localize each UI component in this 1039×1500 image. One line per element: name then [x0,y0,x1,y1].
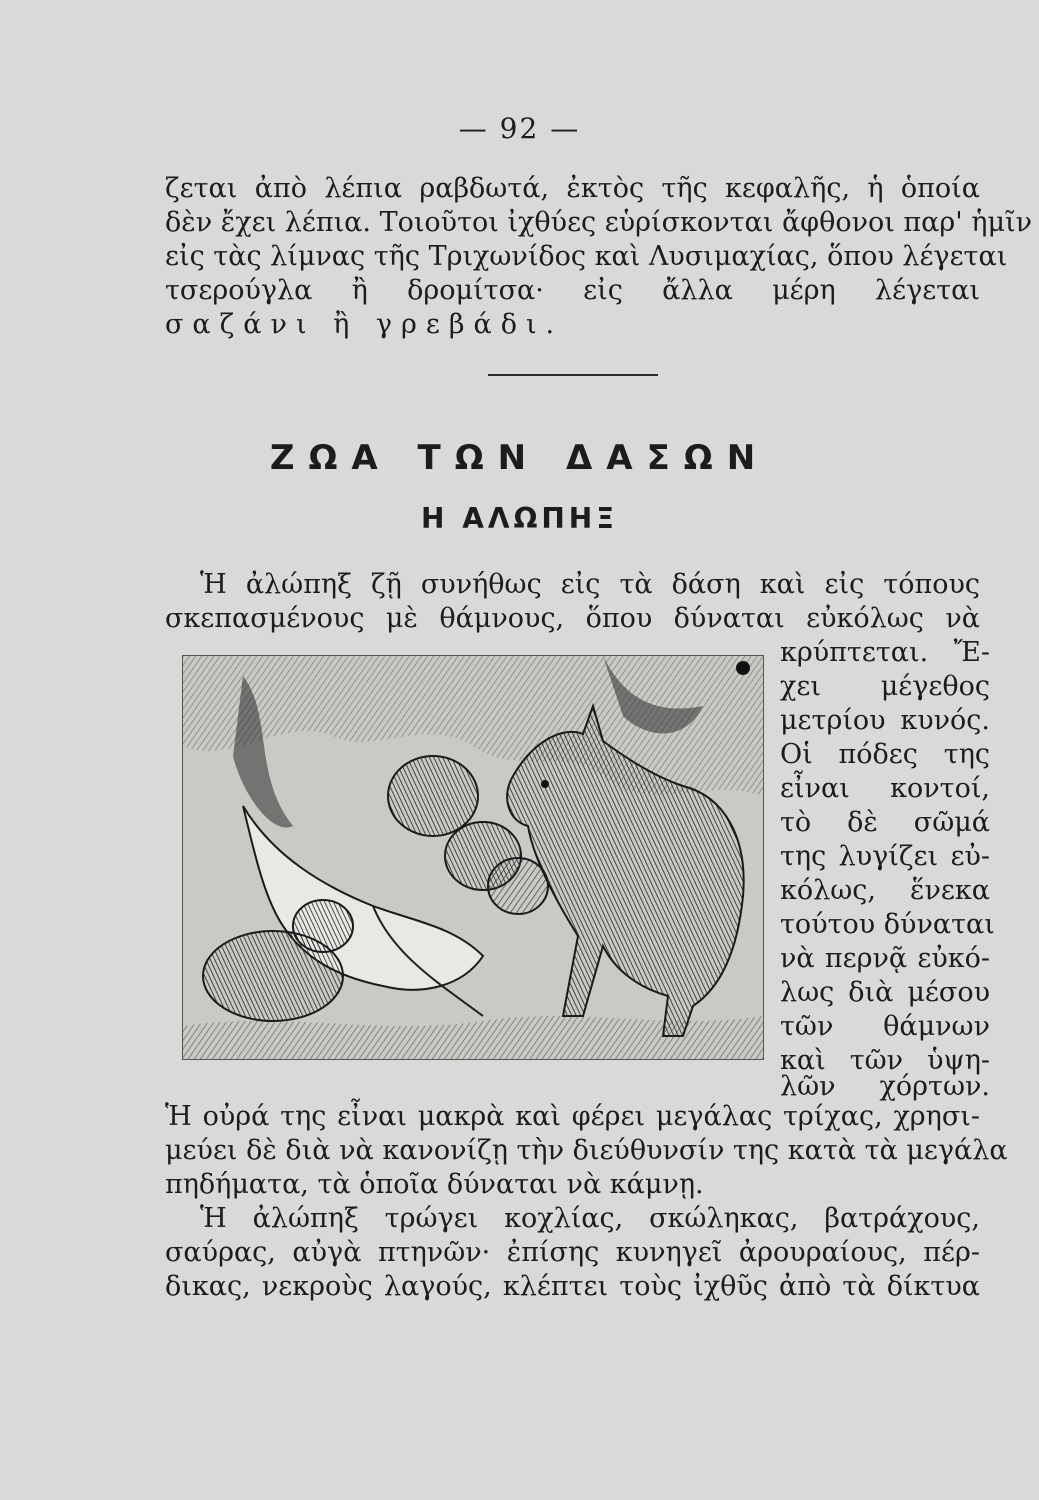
side-text-line: λῶν χόρτων. [780,1071,990,1102]
text-line: σαύρας, αὐγὰ πτηνῶν· ἐπίσης κυνηγεῖ ἀρουραίους, πέρ- [165,1237,980,1268]
page-number: — 92 — [458,112,581,145]
side-text-line: κρύπτεται. Ἔ- [780,637,990,668]
section-title: ΖΩΑ ΤΩΝ ΔΑΣΩΝ [269,438,770,478]
text-line: μεύει δὲ διὰ νὰ κανονίζῃ τὴν διεύθυνσίν της κατὰ τὰ μεγάλα [165,1135,1008,1166]
side-text-line: χει μέγεθος [780,671,990,702]
fox-illustration [182,655,764,1060]
side-text-line: Οἱ πόδες της [780,739,990,770]
text-line: δὲν ἔχει λέπια. Τοιοῦτοι ἰχθύες εὑρίσκονται ἄφθονοι παρ' ἡμῖν [165,207,1033,238]
fox-engraving-image [183,656,763,1059]
side-text-line: τὸ δὲ σῶμά [780,807,990,838]
article-title: Η ΑΛΩΠΗΞ [421,502,618,535]
side-text-line: τῶν θάμνων [780,1011,990,1042]
text-line: δικας, νεκροὺς λαγούς, κλέπτει τοὺς ἰχθῦς ἀπὸ τὰ δίκτυα [165,1271,980,1302]
text-line: σαζάνι ἢ γρεβάδι. [165,309,564,340]
text-line: εἰς τὰς λίμνας τῆς Τριχωνίδος καὶ Λυσιμαχίας, ὅπου λέγεται [165,241,1008,272]
text-line: Ἡ ἀλώπηξ τρώγει κοχλίας, σκώληκας, βατράχους, [200,1203,980,1234]
side-text-line: κόλως, ἕνεκα [780,875,990,906]
side-text-line: καὶ τῶν ὑψη- [780,1045,990,1076]
section-divider [488,374,658,376]
text-line: ζεται ἀπὸ λέπια ραβδωτά, ἐκτὸς τῆς κεφαλῆς, ἡ ὁποία [165,173,980,204]
side-text-line: της λυγίζει εὐ- [780,841,990,872]
text-line: Ἡ οὐρά της εἶναι μακρὰ καὶ φέρει μεγάλας τρίχας, χρησι- [165,1101,980,1132]
text-line: πηδήματα, τὰ ὁποῖα δύναται νὰ κάμνῃ. [165,1169,704,1200]
side-text-line: λως διὰ μέσου [780,977,990,1008]
text-line: Ἡ ἀλώπηξ ζῇ συνήθως εἰς τὰ δάση καὶ εἰς τόπους [200,569,980,600]
side-text-line: εἶναι κοντοί, [780,773,990,804]
side-text-line: μετρίου κυνός. [780,705,990,736]
text-line: τσερούγλα ἢ δρομίτσα· εἰς ἄλλα μέρη λέγεται [165,275,980,306]
text-line: σκεπασμένους μὲ θάμνους, ὅπου δύναται εὐκόλως νὰ [165,603,980,634]
side-text-line: τούτου δύναται [780,909,995,940]
side-text-line: νὰ περνᾷ εὐκό- [780,943,990,974]
